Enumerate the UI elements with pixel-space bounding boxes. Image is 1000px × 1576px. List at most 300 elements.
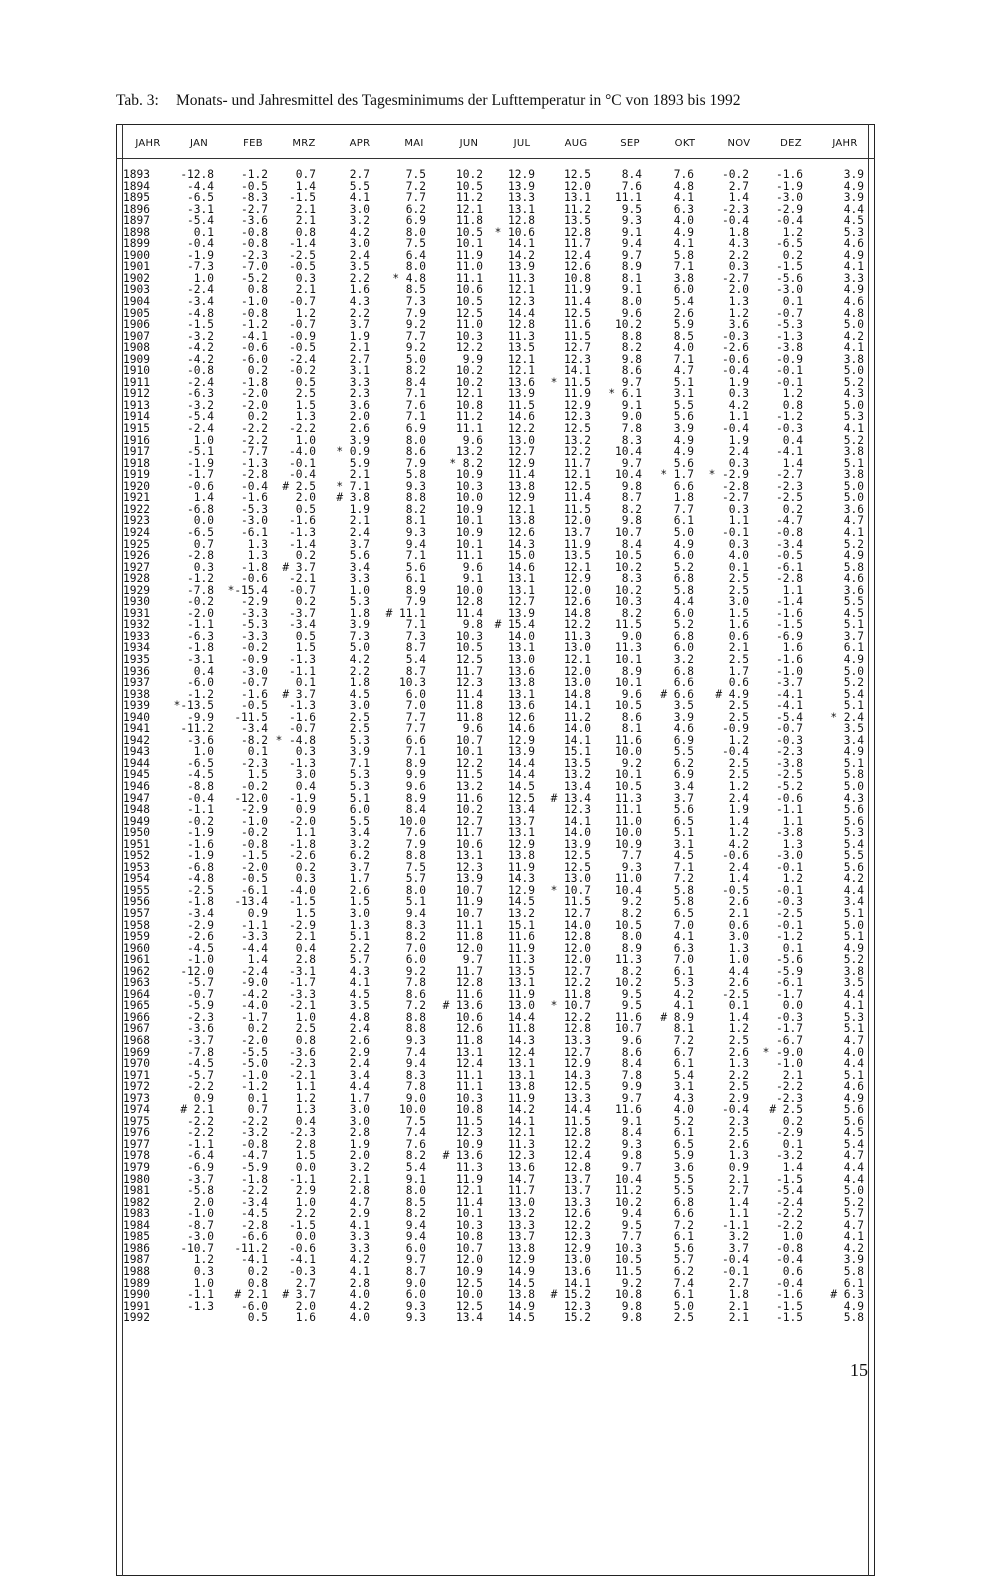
table-cell: 10.9 [456,1264,483,1278]
table-cell: -1.5 [241,849,268,863]
table-cell: 13.8 [508,1288,535,1302]
table-cell: -3.2 [776,1149,803,1163]
table-cell: 4.2 [843,872,864,886]
table-cell: 1898 [123,225,150,239]
table-cell: 13.1 [456,1045,483,1059]
table-cell: 7.0 [405,699,426,713]
table-cell: 7.3 [349,629,370,643]
table-cell: 9.4 [405,907,426,920]
table-cell: -4.8 [187,306,214,320]
table-cell: 10.0 [399,814,426,828]
table-cell: 5.4 [843,1137,864,1151]
table-cell: 13.5 [508,341,535,355]
table-cell: 12.5 [456,652,483,666]
table-cell: -4.0 [289,445,316,459]
table-cell: 0.2 [295,549,316,563]
table-cell: 7.8 [405,1080,426,1094]
table-cell: 11.1 [456,1080,483,1094]
table-cell: -0.6 [722,849,749,863]
table-cell: -1.8 [187,895,214,909]
table-cell: -4.1 [776,699,803,713]
table-cell: 1992 [123,1311,150,1325]
table-cell: 13.6 [508,664,535,678]
table-cell: 5.3 [349,779,370,793]
table-cell: -6.8 [187,860,214,874]
table-cell: 1.9 [728,375,749,389]
table-cell: 1924 [123,525,150,539]
table-cell: -3.7 [776,676,803,690]
table-cell: -2.3 [241,756,268,770]
table-cell: 8.4 [405,803,426,817]
column-years [80,169,150,1324]
table-cell: 4.4 [843,1057,864,1071]
header-feb: FEB [243,138,263,149]
table-cell: 10.5 [615,918,642,932]
table-cell: 5.0 [673,1299,694,1313]
table-cell: 2.1 [728,1172,749,1186]
table-cell: -5.4 [187,214,214,228]
table-cell: 12.8 [456,976,483,990]
table-cell: -0.7 [776,722,803,736]
table-cell: -0.3 [722,329,749,343]
table-cell: 1.2 [295,1091,316,1105]
table-cell: 3.6 [728,318,749,332]
table-cell: 10.7 [456,883,483,897]
table-cell: -3.7 [187,1034,214,1048]
table-cell: 6.0 [405,1288,426,1302]
table-cell: # 3.7 [282,687,316,701]
table-cell: 12.1 [564,652,591,666]
table-cell: 1.1 [728,410,749,424]
table-cell: *-15.4 [227,583,268,597]
table-cell: 10.2 [615,583,642,597]
table-cell: -0.4 [722,214,749,228]
table-cell: 0.6 [782,1264,803,1278]
table-cell: -0.3 [776,422,803,436]
table-cell: 1.2 [782,387,803,401]
table-cell: -3.4 [241,722,268,736]
table-cell: -2.6 [289,849,316,863]
table-cell: 4.9 [843,1091,864,1105]
table-cell: * 10.6 [494,225,535,239]
table-cell: 4.5 [349,987,370,1001]
table-cell: 9.1 [621,398,642,412]
table-cell: * 10.7 [550,883,591,897]
table-cell: -6.4 [187,1149,214,1163]
table-cell: -12.0 [180,964,214,978]
table-cell: 0.8 [247,283,268,297]
table-cell: 0.4 [295,1114,316,1128]
table-cell: 3.1 [673,387,694,401]
table-cell: 12.1 [508,364,535,378]
table-cell: -0.9 [776,352,803,366]
table-cell: 4.7 [349,1195,370,1209]
table-cell: 13.6 [508,699,535,713]
table-cell: 1.1 [728,514,749,528]
table-cell: 7.1 [673,860,694,874]
table-cell: -1.1 [187,1288,214,1302]
table-cell: # 3.7 [282,560,316,574]
table-cell: 10.2 [456,364,483,378]
table-cell: 1.2 [782,872,803,886]
table-cell: -2.2 [776,1218,803,1232]
table-cell: 12.8 [564,1126,591,1140]
table-cell: 1.4 [782,1161,803,1175]
table-cell: 12.6 [564,595,591,609]
table-cell: 12.2 [456,341,483,355]
table-cell: 14.1 [564,814,591,828]
table-cell: -3.0 [241,664,268,678]
table-cell: 8.7 [405,641,426,655]
table-cell: -2.4 [776,1195,803,1209]
table-cell: 12.8 [508,318,535,332]
table-cell: 5.1 [673,826,694,840]
table-cell: 6.1 [673,964,694,978]
table-cell: 9.7 [621,1161,642,1175]
table-cell: 6.1 [673,1288,694,1302]
table-cell: 1942 [123,733,150,747]
table-cell: 14.1 [564,364,591,378]
table-cell: 11.6 [615,1010,642,1024]
table-cell: 4.4 [843,883,864,897]
table-cell: 0.0 [295,1161,316,1175]
table-cell: 1955 [123,883,150,897]
table-cell: 1.6 [295,1311,316,1325]
table-cell: 4.0 [673,341,694,355]
table-cell: 1958 [123,918,150,932]
table-cell: 0.9 [247,907,268,920]
table-cell: 4.0 [349,1288,370,1302]
table-cell: 8.5 [405,1195,426,1209]
table-cell: 4.6 [843,295,864,309]
header-jun: JUN [459,138,479,149]
table-cell: 4.1 [673,191,694,205]
table-cell: -1.5 [776,1172,803,1186]
table-cell: 2.2 [349,664,370,678]
table-cell: -4.5 [187,941,214,955]
table-cell: 12.4 [456,1057,483,1071]
table-cell: 1975 [123,1114,150,1128]
table-cell: 2.1 [295,202,316,216]
table-cell: 9.2 [405,318,426,332]
table-cell: -1.5 [187,318,214,332]
table-cell: 4.2 [349,225,370,239]
table-cell: 7.2 [673,872,694,886]
table-cell: -7.7 [241,445,268,459]
table-cell: 13.8 [508,1241,535,1255]
table-cell: 4.9 [843,283,864,297]
table-cell: 12.4 [564,1149,591,1163]
table-cell: 4.1 [349,191,370,205]
table-cell: 2.5 [728,652,749,666]
table-cell: 10.3 [615,1241,642,1255]
table-cell: 4.5 [843,1126,864,1140]
table-cell: # 6.6 [660,687,694,701]
table-cell: 13.5 [564,214,591,228]
table-cell: 11.3 [508,1137,535,1151]
table-cell: 1943 [123,745,150,759]
table-cell: 1974 [123,1103,150,1117]
table-cell: 3.6 [673,1161,694,1175]
table-cell: 5.1 [843,930,864,944]
table-cell: 5.3 [843,225,864,239]
table-cell: 1921 [123,491,150,505]
table-cell: 4.3 [349,295,370,309]
table-cell: 11.8 [456,710,483,724]
table-cell: 3.4 [673,779,694,793]
table-cell: 1.0 [295,1010,316,1024]
table-cell: 13.1 [508,641,535,655]
table-cell: 1936 [123,664,150,678]
table-cell: 1.0 [193,745,214,759]
table-cell: 14.9 [508,1299,535,1313]
table-cell: -7.8 [187,1045,214,1059]
table-cell: 3.7 [843,629,864,643]
table-cell: 5.8 [673,895,694,909]
table-cell: 0.1 [728,999,749,1013]
table-cell: 5.6 [843,1103,864,1117]
table-cell: -1.1 [289,664,316,678]
table-cell: -3.4 [187,907,214,920]
table-cell: 10.0 [456,491,483,505]
table-cell: 1951 [123,837,150,851]
table-cell: -2.2 [241,1184,268,1198]
table-cell: 4.6 [843,237,864,251]
table-cell: 11.6 [508,930,535,944]
table-cell: 6.9 [405,214,426,228]
table-cell: 8.4 [621,168,642,181]
table-cell: 8.6 [621,1045,642,1059]
header-jahr-right: JAHR [832,138,858,149]
table-cell: 13.5 [564,756,591,770]
table-cell: 2.5 [728,756,749,770]
table-cell: -0.1 [776,883,803,897]
table-cell: 1935 [123,652,150,666]
table-cell: -5.2 [241,271,268,285]
table-cell: # 8.9 [660,1010,694,1024]
table-cell: 4.2 [349,652,370,666]
table-cell: *-13.5 [173,699,214,713]
table-cell: 7.3 [405,629,426,643]
table-cell: 2.5 [673,1311,694,1325]
table-cell: -11.5 [234,710,268,724]
table-cell: * -2.9 [708,468,749,482]
table-cell: 7.2 [673,1034,694,1048]
table-cell: 12.5 [564,860,591,874]
table-cell: -12.0 [234,791,268,805]
table-cell: 2.0 [295,1299,316,1313]
table-cell: 7.0 [673,953,694,967]
table-cell: 1.5 [295,398,316,412]
table-cell: 1.9 [728,803,749,817]
table-cell: -2.8 [722,479,749,493]
table-cell: 14.4 [508,306,535,320]
table-cell: 3.5 [843,976,864,990]
table-cell: 1896 [123,202,150,216]
table-cell: 8.0 [405,1184,426,1198]
table-cell: 9.2 [405,964,426,978]
table-cell: -4.2 [241,987,268,1001]
table-cell: 7.8 [621,422,642,436]
table-cell: -5.4 [776,710,803,724]
table-cell: -3.4 [776,537,803,551]
table-cell: 11.5 [564,1114,591,1128]
table-cell: -1.3 [289,525,316,539]
table-cell: -4.5 [187,768,214,782]
table-cell: 10.7 [456,907,483,920]
table-cell: 14.6 [508,410,535,424]
table-cell: 6.0 [405,687,426,701]
table-cell: 10.3 [456,629,483,643]
header-apr: APR [349,138,371,149]
table-cell: 3.6 [349,398,370,412]
table-cell: 1914 [123,410,150,424]
table-cell: 3.0 [349,202,370,216]
table-cell: -0.4 [722,364,749,378]
table-cell: -2.9 [241,595,268,609]
table-cell: -3.7 [187,1172,214,1186]
table-cell: 10.3 [456,479,483,493]
table-cell: 10.1 [456,537,483,551]
table-cell: -1.6 [187,837,214,851]
table-cell: 10.6 [456,283,483,297]
table-cell: -4.7 [241,1149,268,1163]
column-jahr [794,169,864,1324]
table-cell: 1916 [123,433,150,447]
table-cell: -0.7 [289,722,316,736]
table-cell: 7.1 [405,410,426,424]
table-cell: -4.1 [241,1253,268,1267]
table-cell: -2.7 [776,468,803,482]
table-cell: 14.5 [508,895,535,909]
table-cell: 11.4 [508,468,535,482]
table-cell: 1893 [123,168,150,181]
table-cell: 5.4 [405,1161,426,1175]
table-cell: 4.2 [349,1299,370,1313]
table-cell: 1.0 [728,953,749,967]
table-cell: -0.7 [289,295,316,309]
table-cell: 5.0 [843,918,864,932]
table-cell: # 2.5 [282,479,316,493]
table-cell: 7.7 [621,1230,642,1244]
table-cell: 3.9 [843,191,864,205]
table-cell: 6.2 [405,202,426,216]
table-cell: 11.3 [615,953,642,967]
table-cell: 15.2 [564,1311,591,1325]
table-cell: 1904 [123,295,150,309]
table-cell: 10.5 [456,295,483,309]
table-cell: 11.8 [456,930,483,944]
table-cell: 4.0 [728,549,749,563]
table-cell: 5.5 [349,179,370,193]
table-cell: 5.8 [673,583,694,597]
table-cell: 5.1 [843,756,864,770]
table-cell: 0.3 [728,502,749,516]
table-cell: 8.2 [405,930,426,944]
table-cell: -1.3 [289,652,316,666]
table-cell: 2.8 [295,1137,316,1151]
table-cell: -5.2 [776,779,803,793]
table-cell: 5.0 [843,491,864,505]
table-cell: 6.6 [673,676,694,690]
table-cell: 2.9 [349,1207,370,1221]
table-cell: 0.9 [728,1161,749,1175]
table-cell: 3.1 [673,837,694,851]
table-cell: 10.5 [615,1253,642,1267]
table-cell: -0.5 [776,549,803,563]
table-cell: -7.0 [241,260,268,274]
table-cell: 5.9 [349,456,370,470]
table-cell: 5.1 [843,1068,864,1082]
table-cell: 10.7 [615,1022,642,1036]
table-cell: 12.5 [456,1276,483,1290]
table-cell: 7.8 [621,1068,642,1082]
table-cell: 4.2 [843,1241,864,1255]
table-cell: -1.2 [776,930,803,944]
table-cell: 2.2 [728,1068,749,1082]
table-cell: 13.1 [508,572,535,586]
table-cell: 13.0 [508,433,535,447]
table-cell: -1.1 [187,803,214,817]
table-cell: 5.0 [843,398,864,412]
table-cell: # 3.8 [336,491,370,505]
table-cell: 2.8 [349,1126,370,1140]
table-cell: 1946 [123,779,150,793]
table-cell: 1.3 [247,537,268,551]
table-cell: 1.1 [295,1080,316,1094]
table-cell: 6.5 [673,814,694,828]
table-cell: -1.8 [241,560,268,574]
table-cell: 1.7 [728,664,749,678]
table-cell: 1.4 [782,456,803,470]
table-cell: 1.4 [728,191,749,205]
table-cell: 0.1 [782,941,803,955]
table-cell: 9.1 [621,1114,642,1128]
table-cell: 13.7 [564,1184,591,1198]
table-cell: 8.9 [621,664,642,678]
table-cell: 1.3 [295,1103,316,1117]
table-cell: -2.9 [187,918,214,932]
table-cell: -1.0 [241,295,268,309]
table-cell: 0.4 [782,433,803,447]
table-cell: 1917 [123,445,150,459]
table-cell: 0.8 [782,398,803,412]
table-cell: 12.2 [564,1137,591,1151]
table-cell: 13.0 [564,872,591,886]
table-cell: 1.0 [349,583,370,597]
table-cell: -0.7 [241,676,268,690]
table-cell: 8.8 [405,1010,426,1024]
table-cell: 14.0 [564,918,591,932]
table-cell: 8.6 [405,445,426,459]
table-cell: -0.1 [722,1264,749,1278]
table-cell: * 7.1 [336,479,370,493]
table-cell: -0.7 [289,318,316,332]
table-cell: 1925 [123,537,150,551]
table-cell: -1.9 [187,456,214,470]
table-cell: 11.4 [456,1195,483,1209]
table-cell: 8.8 [405,849,426,863]
table-cell: -7.8 [187,583,214,597]
table-cell: -0.9 [241,652,268,666]
table-cell: 13.9 [508,606,535,620]
table-cell: 5.6 [673,456,694,470]
table-cell: 14.1 [564,699,591,713]
table-cell: -2.9 [241,803,268,817]
table-cell: 11.9 [456,1172,483,1186]
table-cell: 0.8 [295,1034,316,1048]
table-cell: 0.4 [295,941,316,955]
